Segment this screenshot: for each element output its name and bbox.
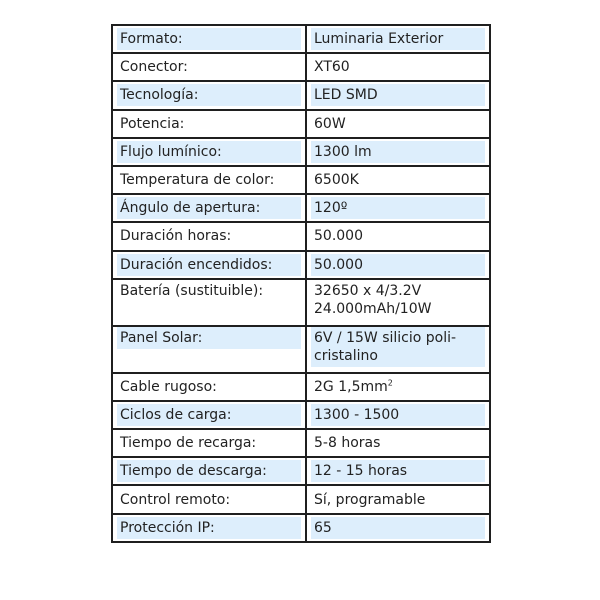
spec-value: 50.000: [314, 228, 363, 245]
spec-label: Temperatura de color:: [120, 172, 275, 189]
spec-value: 12 - 15 horas: [311, 460, 485, 482]
spec-label: Formato:: [117, 28, 301, 50]
table-row: [112, 326, 490, 373]
table-row: [112, 53, 490, 81]
spec-value: 60W: [314, 115, 346, 132]
table-row: [112, 279, 490, 326]
spec-label: Cable rugoso:: [120, 378, 217, 395]
spec-label: Ciclos de carga:: [117, 404, 301, 426]
spec-label-cell: [112, 166, 306, 194]
spec-value-line: 6V / 15W silicio poli-: [314, 329, 457, 346]
spec-label: Protección IP:: [117, 517, 301, 539]
spec-value-cell: [306, 194, 490, 222]
spec-value: LED SMD: [311, 84, 485, 106]
superscript: 2: [387, 378, 393, 388]
spec-value-cell: [306, 138, 490, 166]
spec-label-cell: [112, 25, 306, 53]
spec-label: Duración encendidos:: [117, 254, 301, 276]
spec-value: 65: [311, 517, 485, 539]
specs-table: [111, 24, 491, 543]
spec-value-line: 32650 x 4/3.2V: [314, 282, 422, 299]
spec-value: 6500K: [314, 172, 359, 189]
table-row: [112, 25, 490, 53]
spec-label-cell: [112, 53, 306, 81]
table-row: [112, 110, 490, 138]
spec-value-cell: [306, 485, 490, 513]
spec-value: 5-8 horas: [314, 435, 381, 452]
spec-value-cell: [306, 222, 490, 250]
table-row: [112, 401, 490, 429]
spec-value: Sí, programable: [314, 491, 426, 508]
table-row: [112, 457, 490, 485]
spec-label: Panel Solar:: [117, 327, 301, 349]
table-row: [112, 194, 490, 222]
spec-value-cell: [306, 110, 490, 138]
spec-label-cell: [112, 222, 306, 250]
table-row: [112, 251, 490, 279]
spec-value-cell: [306, 251, 490, 279]
spec-value-line: cristalino: [314, 347, 378, 364]
spec-label: Ángulo de apertura:: [117, 197, 301, 219]
spec-label: Tiempo de recarga:: [120, 435, 257, 452]
spec-label-cell: [112, 279, 306, 326]
spec-label: Batería (sustituible):: [120, 282, 264, 299]
spec-value: 50.000: [311, 254, 485, 276]
spec-value-cell: [306, 53, 490, 81]
spec-label-cell: [112, 110, 306, 138]
spec-value-cell: [306, 401, 490, 429]
spec-value: 120º: [311, 197, 485, 219]
spec-value-cell: [306, 373, 490, 401]
spec-value: [311, 327, 485, 367]
spec-value-cell: [306, 279, 490, 326]
spec-label-cell: [112, 194, 306, 222]
spec-value: [311, 280, 485, 320]
spec-label: Flujo lumínico:: [117, 141, 301, 163]
spec-value: Luminaria Exterior: [311, 28, 485, 50]
spec-value-line: 24.000mAh/10W: [314, 300, 432, 317]
spec-label: Potencia:: [120, 115, 185, 132]
spec-value-cell: [306, 514, 490, 542]
spec-label-cell: [112, 485, 306, 513]
spec-label: Duración horas:: [120, 228, 232, 245]
spec-label: Conector:: [120, 59, 188, 76]
spec-label-cell: [112, 251, 306, 279]
spec-value-cell: [306, 25, 490, 53]
spec-value-cell: [306, 457, 490, 485]
spec-label: Tiempo de descarga:: [117, 460, 301, 482]
spec-value-cell: [306, 429, 490, 457]
spec-label-cell: [112, 429, 306, 457]
spec-label-cell: [112, 514, 306, 542]
table-row: [112, 81, 490, 109]
spec-value: 1300 lm: [311, 141, 485, 163]
table-row: [112, 429, 490, 457]
table-row: [112, 485, 490, 513]
table-row: [112, 166, 490, 194]
spec-label-cell: [112, 326, 306, 373]
spec-value-cell: [306, 81, 490, 109]
spec-value-main: 2G 1,5mm: [314, 378, 388, 395]
table-row: [112, 138, 490, 166]
spec-label-cell: [112, 373, 306, 401]
spec-label-cell: [112, 401, 306, 429]
spec-label-cell: [112, 457, 306, 485]
spec-value: 1300 - 1500: [311, 404, 485, 426]
table-row: [112, 373, 490, 401]
spec-value: XT60: [314, 59, 350, 76]
spec-value-cell: [306, 166, 490, 194]
table-row: [112, 222, 490, 250]
spec-value: [311, 376, 485, 398]
table-row: [112, 514, 490, 542]
spec-label-cell: [112, 138, 306, 166]
spec-label-cell: [112, 81, 306, 109]
spec-label: Tecnología:: [117, 84, 301, 106]
spec-label: Control remoto:: [120, 491, 231, 508]
spec-value-cell: [306, 326, 490, 373]
